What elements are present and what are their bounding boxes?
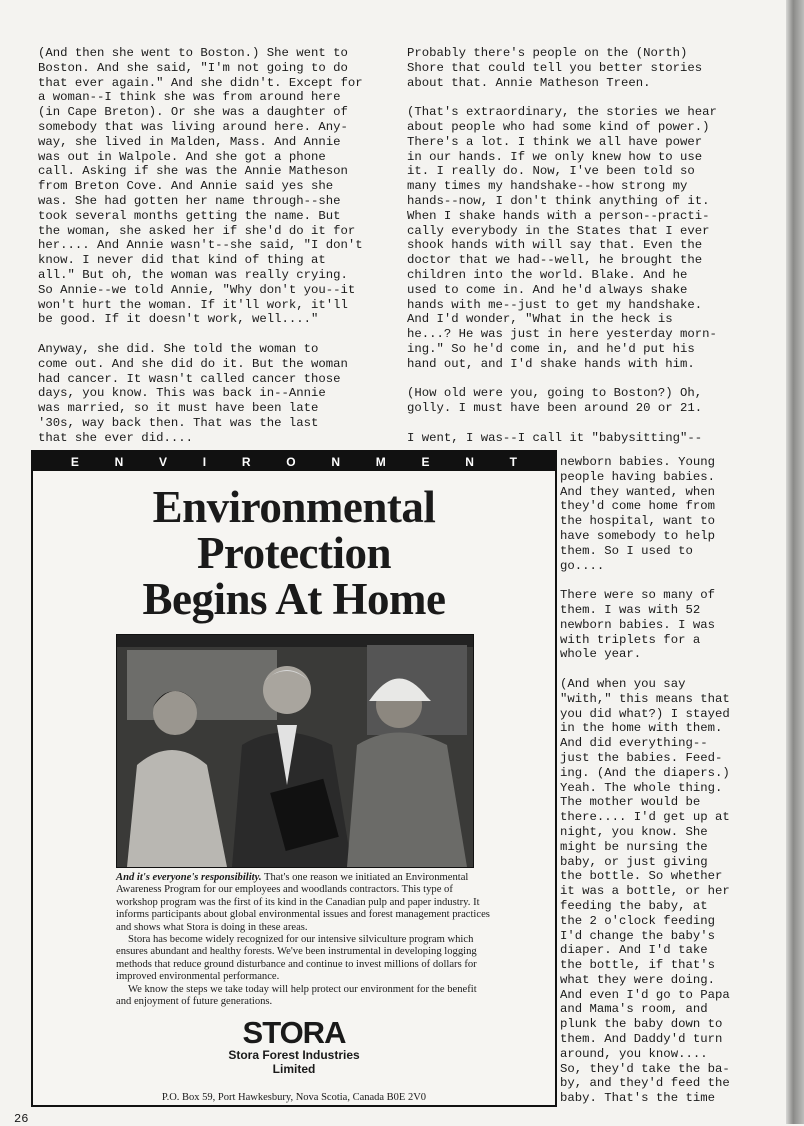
text-line: (How old were you, going to Boston?) Oh, [407,386,703,401]
text-line: be good. If it doesn't work, well...." [38,312,319,327]
ad-paragraph: Stora has become widely recognized for our intensive silviculture program which ensures abundant and healthy forests. We've been instrumental in developing logging methods that reduce ground disturbance and continue to invest millions of dollars for improved environmental performance. [116,934,477,983]
text-line: newborn babies. I was [560,617,715,632]
text-line: I went, I was--I call it "babysitting"-- [407,430,703,445]
text-line: feeding the baby, at [560,898,708,913]
article-column-right-top [407,46,717,446]
text-line: Yeah. The whole thing. [560,780,723,795]
text-line: (That's extraordinary, the stories we hear [407,105,717,120]
text-line: many times my handshake--how strong my [407,179,688,194]
article-paragraph [560,677,730,1106]
section-letter: I [202,454,207,469]
text-line: it was a bottle, or her [560,884,730,899]
text-line: that ever again." And she didn't. Except for [38,75,363,90]
page-number: 26 [14,1112,29,1126]
text-line: by, and they'd feed the [560,1076,730,1091]
headline-line: Environmental [152,482,436,532]
text-line: from Breton Cove. And Annie said yes she [38,179,334,194]
text-line: her.... And Annie wasn't--she said, "I don't [38,238,363,253]
paragraph-gap [407,372,717,387]
section-letter: M [375,454,386,469]
section-letter: R [241,454,251,469]
text-line: them. And Daddy'd turn [560,1032,723,1047]
text-line: he...? He was just in here yesterday morn- [407,327,717,342]
headline-line: Protection [196,528,392,578]
text-line: might be nursing the [560,839,708,854]
text-line: When I shake hands with a person--practi- [407,208,710,223]
article-paragraph [560,455,730,573]
text-line: diaper. And I'd take [560,943,708,958]
text-line: I'd change the baby's [560,928,715,943]
text-line: Shore that could tell you better stories [407,60,703,75]
text-line: golly. I must have been around 20 or 21. [407,401,703,416]
section-letter: E [421,454,430,469]
text-line: took several months getting the name. But [38,208,341,223]
ad-body-text [116,872,491,1008]
text-line: newborn babies. Young [560,455,715,469]
text-line: There's a lot. I think we all have power [407,134,703,149]
text-line: There were so many of [560,588,715,603]
text-line: (And then she went to Boston.) She went to [38,46,348,60]
company-name-suffix: Limited [272,1062,316,1076]
article-column-left [38,46,363,446]
text-line: plunk the baby down to [560,1017,723,1032]
text-line: doctor that we had--well, he brought the [407,253,703,268]
paragraph-gap [407,90,717,105]
ad-photo-three-people [116,634,474,868]
text-line: And they wanted, when [560,484,715,499]
section-letter: N [465,454,474,469]
text-line: ing. (And the diapers.) [560,765,730,780]
text-line: about people who had some kind of power.) [407,119,710,134]
text-line: Anyway, she did. She told the woman to [38,341,319,356]
section-letter: N [114,454,124,469]
text-line: "with," this means that [560,691,730,706]
text-line: the hospital, want to [560,514,715,529]
text-line: And did everything-- [560,736,708,751]
article-paragraph [38,342,363,446]
ad-address: P.O. Box 59, Port Hawkesbury, Nova Scotia, Canada B0E 2V0 [161,1092,427,1103]
section-letter: E [70,454,79,469]
text-line: And I'd wonder, "What in the heck is [407,312,673,327]
paragraph-gap [407,416,717,431]
page-binding-edge [786,0,804,1124]
text-line: in the home with them. [560,721,723,736]
text-line: have somebody to help [560,528,715,543]
text-line: and Mama's room, and [560,1002,708,1017]
section-letter: N [331,454,340,469]
article-paragraph [407,386,717,416]
ad-section-bar [33,452,555,471]
company-name: Stora Forest Industries [228,1048,360,1062]
text-line: hand out, and I'd shake hands with him. [407,356,695,371]
section-letter: O [286,454,296,469]
text-line: So Annie--we told Annie, "Why don't you--it [38,282,356,297]
text-line: baby. That's the time [560,1091,715,1106]
text-line: Boston. And she said, "I'm not going to do [38,60,348,75]
text-line: used to come in. And he'd always shake [407,282,688,297]
text-line: go.... [560,558,605,573]
text-line: was. She had gotten her name through--she [38,193,341,208]
text-line: ing." So he'd come in, and he'd put his [407,341,695,356]
text-line: in our hands. If we only knew how to use [407,149,703,164]
stora-logo [33,1015,555,1076]
text-line: whole year. [560,647,642,662]
logo-wordmark: STORA [242,1015,346,1050]
section-letter: T [509,454,517,469]
text-line: (And when you say [560,676,686,691]
text-line: night, you know. She [560,824,708,839]
text-line: And even I'd go to Papa [560,987,730,1002]
text-line: way, she lived in Malden, Mass. And Annie [38,134,341,149]
text-line: The mother would be [560,795,701,810]
text-line: '30s, way back then. That was the last [38,415,319,430]
paragraph-gap [38,327,363,342]
section-letter: V [159,454,168,469]
paragraph-gap [560,573,730,588]
text-line: about that. Annie Matheson Treen. [407,75,651,90]
article-paragraph [407,105,717,371]
text-line: the bottle. So whether [560,869,723,884]
text-line: what they were doing. [560,972,715,987]
article-paragraph [38,46,363,327]
paragraph-gap [560,662,730,677]
text-line: them. I was with 52 [560,602,701,617]
text-line: the 2 o'clock feeding [560,913,715,928]
text-line: them. So I used to [560,543,693,558]
photo-illustration [117,635,473,867]
text-line: baby, or just giving [560,854,708,869]
text-line: know. I never did that kind of thing at [38,253,326,268]
ad-paragraph: We know the steps we take today will help protect our environment for the benefit and enjoyment of future generations. [116,983,477,1008]
ad-headline [33,484,555,622]
text-line: cally everybody in the States that I ever [407,223,710,238]
text-line: they'd come home from [560,499,715,514]
text-line: had cancer. It wasn't called cancer those [38,371,341,386]
text-line: won't hurt the woman. If it'll work, it'll [38,297,348,312]
ad-lead-text: And it's everyone's responsibility. [116,872,262,883]
text-line: with triplets for a [560,632,701,647]
text-line: just the babies. Feed- [560,750,723,765]
text-line: around, you know.... [560,1046,708,1061]
text-line: you did what?) I stayed [560,706,730,721]
article-paragraph [407,46,717,90]
text-line: Probably there's people on the (North) [407,46,688,60]
headline-line: Begins At Home [142,574,446,624]
text-line: hands--now, I don't think anything of it. [407,193,710,208]
ad-paragraph: That's one reason we initiated an Environmental Awareness Program for our employees and woodlands contractors. This type of workshop program was the first of its kind in the Canadian pulp and paper industry. It informs participants about global environmental issues and forest management practices and shows what Stora is doing in these areas. [116,872,490,933]
text-line: it. I really do. Now, I've been told so [407,164,695,179]
text-line: shook hands with will say that. Even the [407,238,703,253]
text-line: the woman, she asked her if she'd do it for [38,223,356,238]
text-line: somebody that was living around here. Any- [38,119,348,134]
text-line: the bottle, if that's [560,958,715,973]
article-paragraph [560,588,730,662]
text-line: people having babies. [560,469,715,484]
text-line: So, they'd take the ba- [560,1061,730,1076]
stora-advertisement [31,450,557,1107]
article-paragraph [407,431,717,446]
text-line: days, you know. This was back in--Annie [38,386,326,401]
article-column-right-bottom [560,455,730,1106]
text-line: there.... I'd get up at [560,810,730,825]
text-line: that she ever did.... [38,430,193,445]
text-line: a woman--I think she was from around here [38,90,341,105]
text-line: was out in Walpole. And she got a phone [38,149,326,164]
text-line: children into the world. Blake. And he [407,267,688,282]
text-line: call. Asking if she was the Annie Matheson [38,164,348,179]
text-line: hands with me--just to get my handshake. [407,297,703,312]
text-line: (in Cape Breton). Or she was a daughter of [38,105,348,120]
text-line: all." But oh, the woman was really crying. [38,267,348,282]
text-line: come out. And she did do it. But the woman [38,356,348,371]
text-line: was married, so it must have been late [38,401,319,416]
